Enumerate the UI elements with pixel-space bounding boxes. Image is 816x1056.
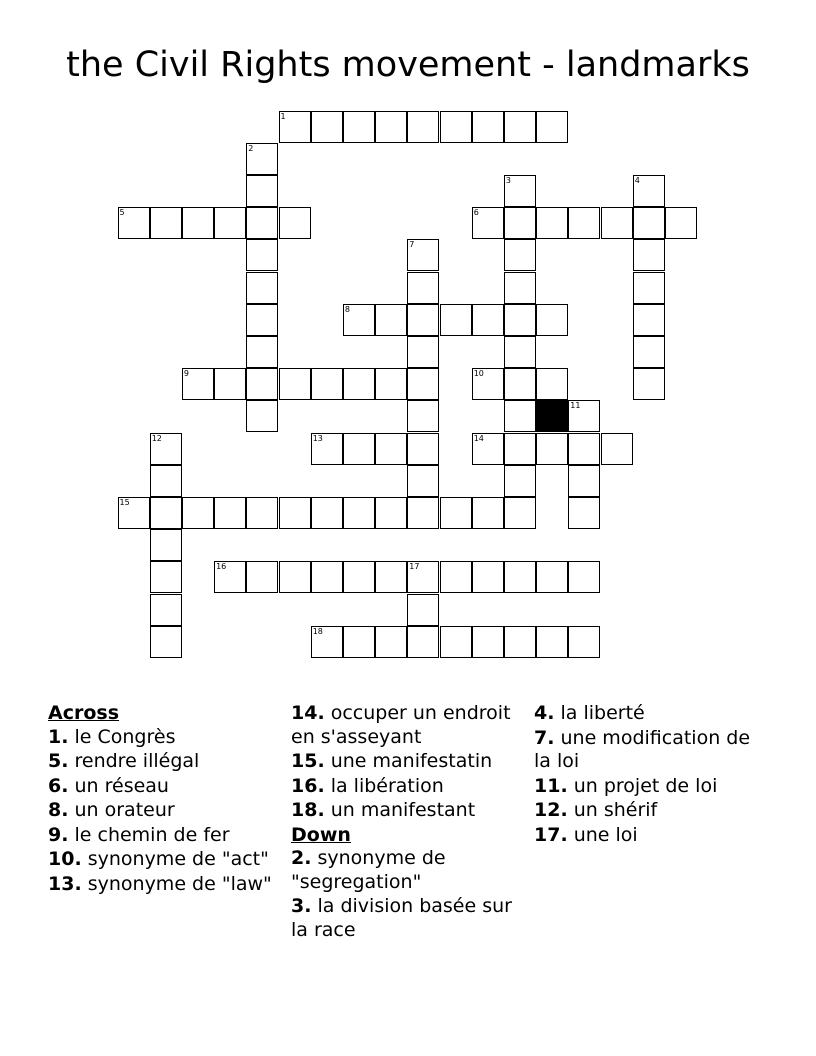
cell-number: 18 [312, 626, 323, 636]
grid-cell[interactable] [311, 433, 343, 465]
grid-cell[interactable] [246, 368, 278, 400]
grid-cell[interactable] [279, 497, 311, 529]
clue-number: 10. [48, 848, 82, 870]
grid-cell[interactable] [375, 561, 407, 593]
across-clue [48, 750, 280, 774]
across-clue [291, 775, 523, 799]
down-clue [291, 847, 523, 894]
grid-cell[interactable] [343, 304, 375, 336]
grid-cell[interactable] [536, 207, 568, 239]
grid-cell[interactable] [279, 561, 311, 593]
clue-number: 14. [291, 702, 325, 724]
grid-cell[interactable] [504, 111, 536, 143]
grid-cell[interactable] [150, 626, 182, 658]
grid-cell[interactable] [407, 304, 439, 336]
grid-cell[interactable] [214, 561, 246, 593]
clue-column-1 [48, 702, 280, 897]
clue-text: synonyme de "act" [81, 848, 269, 870]
across-clue [291, 702, 523, 749]
across-clue [48, 799, 280, 823]
cell-number: 9 [183, 369, 189, 379]
clue-number: 9. [48, 823, 69, 846]
grid-cell[interactable] [407, 368, 439, 400]
down-clue [534, 775, 766, 799]
grid-cell[interactable] [214, 368, 246, 400]
grid-cell[interactable] [568, 561, 600, 593]
grid-cell[interactable] [118, 497, 150, 529]
grid-cell[interactable] [375, 304, 407, 336]
clue-number: 1. [48, 725, 69, 748]
grid-cell[interactable] [343, 626, 375, 658]
grid-cell[interactable] [246, 304, 278, 336]
grid-cell[interactable] [472, 368, 504, 400]
grid-cell[interactable] [504, 497, 536, 529]
down-clue [534, 824, 766, 848]
grid-cell[interactable] [472, 626, 504, 658]
grid-cell[interactable] [279, 111, 311, 143]
grid-cell[interactable] [150, 465, 182, 497]
grid-cell[interactable] [279, 368, 311, 400]
clue-text: le Congrès [68, 725, 176, 748]
grid-cell[interactable] [536, 626, 568, 658]
grid-cell[interactable] [311, 561, 343, 593]
clue-number: 4. [534, 702, 555, 724]
grid-cell[interactable] [504, 465, 536, 497]
across-clue [48, 775, 280, 799]
grid-cell[interactable] [214, 497, 246, 529]
clue-text: la liberté [554, 702, 645, 724]
clue-number: 15. [291, 750, 325, 772]
grid-cell[interactable] [407, 433, 439, 465]
grid-cell[interactable] [536, 111, 568, 143]
clue-number: 6. [48, 774, 69, 797]
across-clue [291, 750, 523, 774]
grid-cell[interactable] [375, 497, 407, 529]
grid-cell[interactable] [311, 497, 343, 529]
clue-number: 5. [48, 750, 69, 772]
grid-cell[interactable] [343, 497, 375, 529]
clue-number: 16. [291, 774, 325, 797]
grid-cell[interactable] [375, 368, 407, 400]
clue-text: un réseau [68, 774, 169, 797]
clue-column-2 [291, 702, 523, 943]
grid-cell[interactable] [504, 433, 536, 465]
grid-cell[interactable] [150, 207, 182, 239]
grid-cell[interactable] [633, 368, 665, 400]
clue-text: un manifestant [324, 799, 476, 821]
cell-number: 7 [409, 240, 415, 250]
grid-cell[interactable] [407, 497, 439, 529]
grid-cell[interactable] [633, 175, 665, 207]
down-clue [534, 799, 766, 823]
grid-cell[interactable] [568, 626, 600, 658]
grid-cell[interactable] [246, 336, 278, 368]
grid-cell[interactable] [343, 433, 375, 465]
clue-text: la division basée sur la race [291, 895, 512, 941]
down-clue [291, 895, 523, 942]
grid-cell[interactable] [568, 207, 600, 239]
across-clue [48, 824, 280, 848]
grid-cell[interactable] [150, 497, 182, 529]
grid-cell[interactable] [246, 497, 278, 529]
grid-cell[interactable] [279, 207, 311, 239]
cell-number: 6 [473, 208, 479, 218]
cell-number: 4 [634, 175, 640, 185]
grid-cell[interactable] [407, 239, 439, 271]
clue-number: 17. [534, 823, 568, 846]
grid-cell[interactable] [633, 272, 665, 304]
clue-text: la libération [324, 774, 444, 797]
grid-cell[interactable] [472, 433, 504, 465]
grid-cell[interactable] [472, 304, 504, 336]
grid-cell[interactable] [407, 626, 439, 658]
across-clue [48, 873, 280, 897]
grid-cell[interactable] [504, 239, 536, 271]
grid-cell[interactable] [150, 594, 182, 626]
grid-cell[interactable] [504, 336, 536, 368]
cell-number: 3 [505, 175, 511, 185]
grid-cell[interactable] [568, 433, 600, 465]
page-title: the Civil Rights movement - landmarks [66, 45, 750, 85]
grid-cell[interactable] [214, 207, 246, 239]
grid-cell[interactable] [568, 465, 600, 497]
grid-cell[interactable] [504, 175, 536, 207]
cell-number: 16 [216, 562, 227, 572]
clue-number: 8. [48, 799, 69, 821]
grid-cell[interactable] [246, 272, 278, 304]
grid-cell[interactable] [407, 272, 439, 304]
grid-cell[interactable] [633, 239, 665, 271]
across-clue [48, 848, 280, 872]
down-clue [534, 702, 766, 726]
grid-cell[interactable] [472, 207, 504, 239]
grid-cell[interactable] [343, 111, 375, 143]
clue-text: un projet de loi [567, 774, 718, 797]
grid-cell[interactable] [311, 111, 343, 143]
grid-cell[interactable] [504, 272, 536, 304]
grid-cell[interactable] [504, 400, 536, 432]
clue-text: le chemin de fer [68, 823, 230, 846]
clue-text: synonyme de "law" [81, 872, 272, 895]
grid-cell[interactable] [246, 239, 278, 271]
grid-cell[interactable] [311, 368, 343, 400]
grid-cell[interactable] [343, 368, 375, 400]
grid-cell[interactable] [536, 433, 568, 465]
cell-number: 10 [473, 369, 484, 379]
grid-cell[interactable] [601, 207, 633, 239]
grid-cell[interactable] [504, 304, 536, 336]
grid-cell[interactable] [407, 111, 439, 143]
cell-number: 1 [280, 111, 286, 121]
grid-cell[interactable] [150, 561, 182, 593]
grid-cell[interactable] [536, 304, 568, 336]
grid-cell[interactable] [407, 594, 439, 626]
grid-cell[interactable] [246, 143, 278, 175]
clue-number: 18. [291, 799, 325, 821]
grid-cell[interactable] [375, 626, 407, 658]
grid-cell[interactable] [633, 207, 665, 239]
grid-cell[interactable] [504, 207, 536, 239]
grid-cell[interactable] [504, 368, 536, 400]
clue-number: 11. [534, 774, 568, 797]
grid-cell[interactable] [407, 465, 439, 497]
across-clue [291, 799, 523, 823]
across-clue [48, 726, 280, 750]
grid-cell[interactable] [182, 368, 214, 400]
cell-number: 14 [473, 433, 484, 443]
down-clue [534, 727, 766, 774]
clue-number: 13. [48, 872, 82, 895]
grid-cell[interactable] [633, 304, 665, 336]
clue-text: rendre illégal [68, 750, 200, 772]
grid-cell[interactable] [375, 433, 407, 465]
clue-text: occuper un endroit en s'asseyant [291, 702, 511, 748]
grid-cell[interactable] [311, 626, 343, 658]
cell-number: 2 [248, 143, 254, 153]
clue-text: un orateur [68, 799, 175, 821]
grid-cell[interactable] [182, 497, 214, 529]
clue-number: 12. [534, 799, 568, 821]
grid-cell[interactable] [118, 207, 150, 239]
cell-number: 8 [344, 304, 350, 314]
grid-cell[interactable] [504, 561, 536, 593]
clue-text: une manifestatin [324, 750, 493, 772]
grid-cell[interactable] [182, 207, 214, 239]
grid-cell[interactable] [536, 561, 568, 593]
grid-cell[interactable] [472, 111, 504, 143]
grid-cell[interactable] [472, 561, 504, 593]
grid-cell[interactable] [375, 111, 407, 143]
grid-cell[interactable] [536, 368, 568, 400]
cell-number: 5 [119, 208, 125, 218]
down-heading: Down [291, 823, 351, 846]
black-cell [536, 400, 568, 432]
clue-text: une loi [567, 823, 638, 846]
cell-number: 12 [151, 433, 162, 443]
grid-cell[interactable] [246, 207, 278, 239]
grid-cell[interactable] [440, 626, 472, 658]
grid-cell[interactable] [568, 400, 600, 432]
grid-cell[interactable] [472, 497, 504, 529]
grid-cell[interactable] [440, 497, 472, 529]
clue-column-3 [534, 702, 766, 848]
cell-number: 13 [312, 433, 323, 443]
cell-number: 11 [570, 401, 581, 411]
clue-text: un shérif [567, 799, 658, 821]
grid-cell[interactable] [246, 400, 278, 432]
grid-cell[interactable] [665, 207, 697, 239]
clue-number: 3. [291, 895, 312, 917]
grid-cell[interactable] [407, 561, 439, 593]
grid-cell[interactable] [440, 111, 472, 143]
cell-number: 15 [119, 497, 130, 507]
grid-cell[interactable] [601, 433, 633, 465]
grid-cell[interactable] [504, 626, 536, 658]
grid-cell[interactable] [568, 497, 600, 529]
clue-number: 2. [291, 847, 312, 869]
clue-text: synonyme de "segregation" [291, 847, 446, 893]
grid-cell[interactable] [246, 175, 278, 207]
grid-cell[interactable] [407, 400, 439, 432]
grid-cell[interactable] [343, 561, 375, 593]
grid-cell[interactable] [633, 336, 665, 368]
grid-cell[interactable] [150, 433, 182, 465]
clue-text: une modification de la loi [534, 726, 751, 772]
grid-cell[interactable] [440, 561, 472, 593]
across-heading: Across [48, 702, 120, 724]
grid-cell[interactable] [440, 304, 472, 336]
grid-cell[interactable] [246, 561, 278, 593]
clue-number: 7. [534, 726, 555, 749]
grid-cell[interactable] [150, 529, 182, 561]
cell-number: 17 [409, 562, 420, 572]
grid-cell[interactable] [407, 336, 439, 368]
